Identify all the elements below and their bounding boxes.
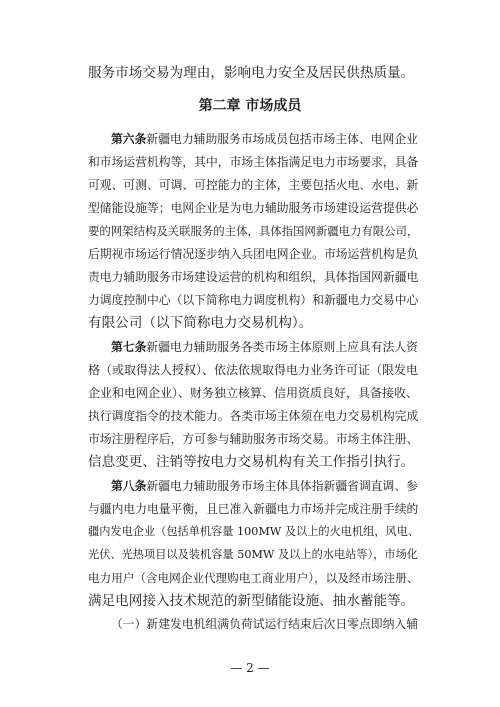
text-line: 要的网架结构及关联服务的主体，具体指国网新疆电力有限公司， bbox=[88, 224, 419, 238]
text-line: 可观、可测、可调、可控能力的主体，主要包括火电、水电、新 bbox=[88, 178, 419, 192]
article-6-line-1 bbox=[111, 129, 418, 149]
article-8-label: 第八条 bbox=[111, 479, 147, 493]
text-line: 光伏、光热项目以及装机容量 50MW 及以上的水电站等），市场化 bbox=[88, 548, 418, 561]
page-number: — 2 — bbox=[230, 661, 270, 675]
text-line: 和市场运营机构等，其中，市场主体指满足电力市场要求，具备 bbox=[88, 155, 419, 169]
chapter-heading: 第二章 市场成员 bbox=[198, 98, 302, 114]
text-line: （一）新建发电机组满负荷试运行结束后次日零点即纳入辅 bbox=[111, 617, 418, 631]
text-line: 执行调度指令的技术能力。各类市场主体须在电力交易机构完成 bbox=[88, 409, 419, 423]
article-8-line-1 bbox=[111, 476, 418, 496]
article-7-label: 第七条 bbox=[111, 340, 147, 354]
text-line: 满足电网接入技术规范的新型储能设施、抽水蓄能等。 bbox=[88, 593, 415, 609]
text-line: 有限公司（以下简称电力交易机构）。 bbox=[88, 315, 313, 331]
text-line: 信息变更、注销等按电力交易机构有关工作指引执行。 bbox=[88, 454, 415, 470]
text-line: 服务市场交易为理由，影响电力安全及居民供热质量。 bbox=[88, 65, 415, 81]
text-line: 力调度控制中心（以下简称电力调度机构）和新疆电力交易中心 bbox=[88, 293, 419, 307]
text-line: 企业和电网企业）、财务独立核算、信用资质良好，具备接收、 bbox=[88, 386, 419, 400]
text-span: 新疆电力辅助服务市场主体具体指新疆省调直调、参 bbox=[146, 479, 418, 493]
text-line: 格（或取得法人授权）、依法依规取得电力业务许可证（限发电 bbox=[88, 363, 419, 377]
text-line: 责电力辅助服务市场建设运营的机构和组织，具体指国网新疆电 bbox=[88, 270, 419, 284]
text-line: 疆内发电企业（包括单机容量 100MW 及以上的火电机组，风电、 bbox=[88, 525, 420, 538]
text-line: 型储能设施等；电网企业是为电力辅助服务市场建设运营提供必 bbox=[88, 201, 419, 215]
text-line: 电力用户（含电网企业代理购电工商业用户），以及经市场注册、 bbox=[88, 571, 419, 585]
article-7-line-1 bbox=[111, 337, 418, 357]
text-span: 新疆电力辅助服务各类市场主体原则上应具有法人资 bbox=[146, 340, 418, 354]
text-span: 新疆电力辅助服务市场成员包括市场主体、电网企业 bbox=[146, 132, 418, 146]
text-line: 后期视市场运行情况逐步纳入兵团电网企业。市场运营机构是负 bbox=[88, 247, 419, 261]
text-line: 与疆内电力电量平衡，且已准入新疆电力市场并完成注册手续的 bbox=[88, 502, 419, 516]
text-line: 市场注册程序后，方可参与辅助服务市场交易。市场主体注册、 bbox=[88, 432, 419, 446]
article-6-label: 第六条 bbox=[111, 132, 147, 146]
